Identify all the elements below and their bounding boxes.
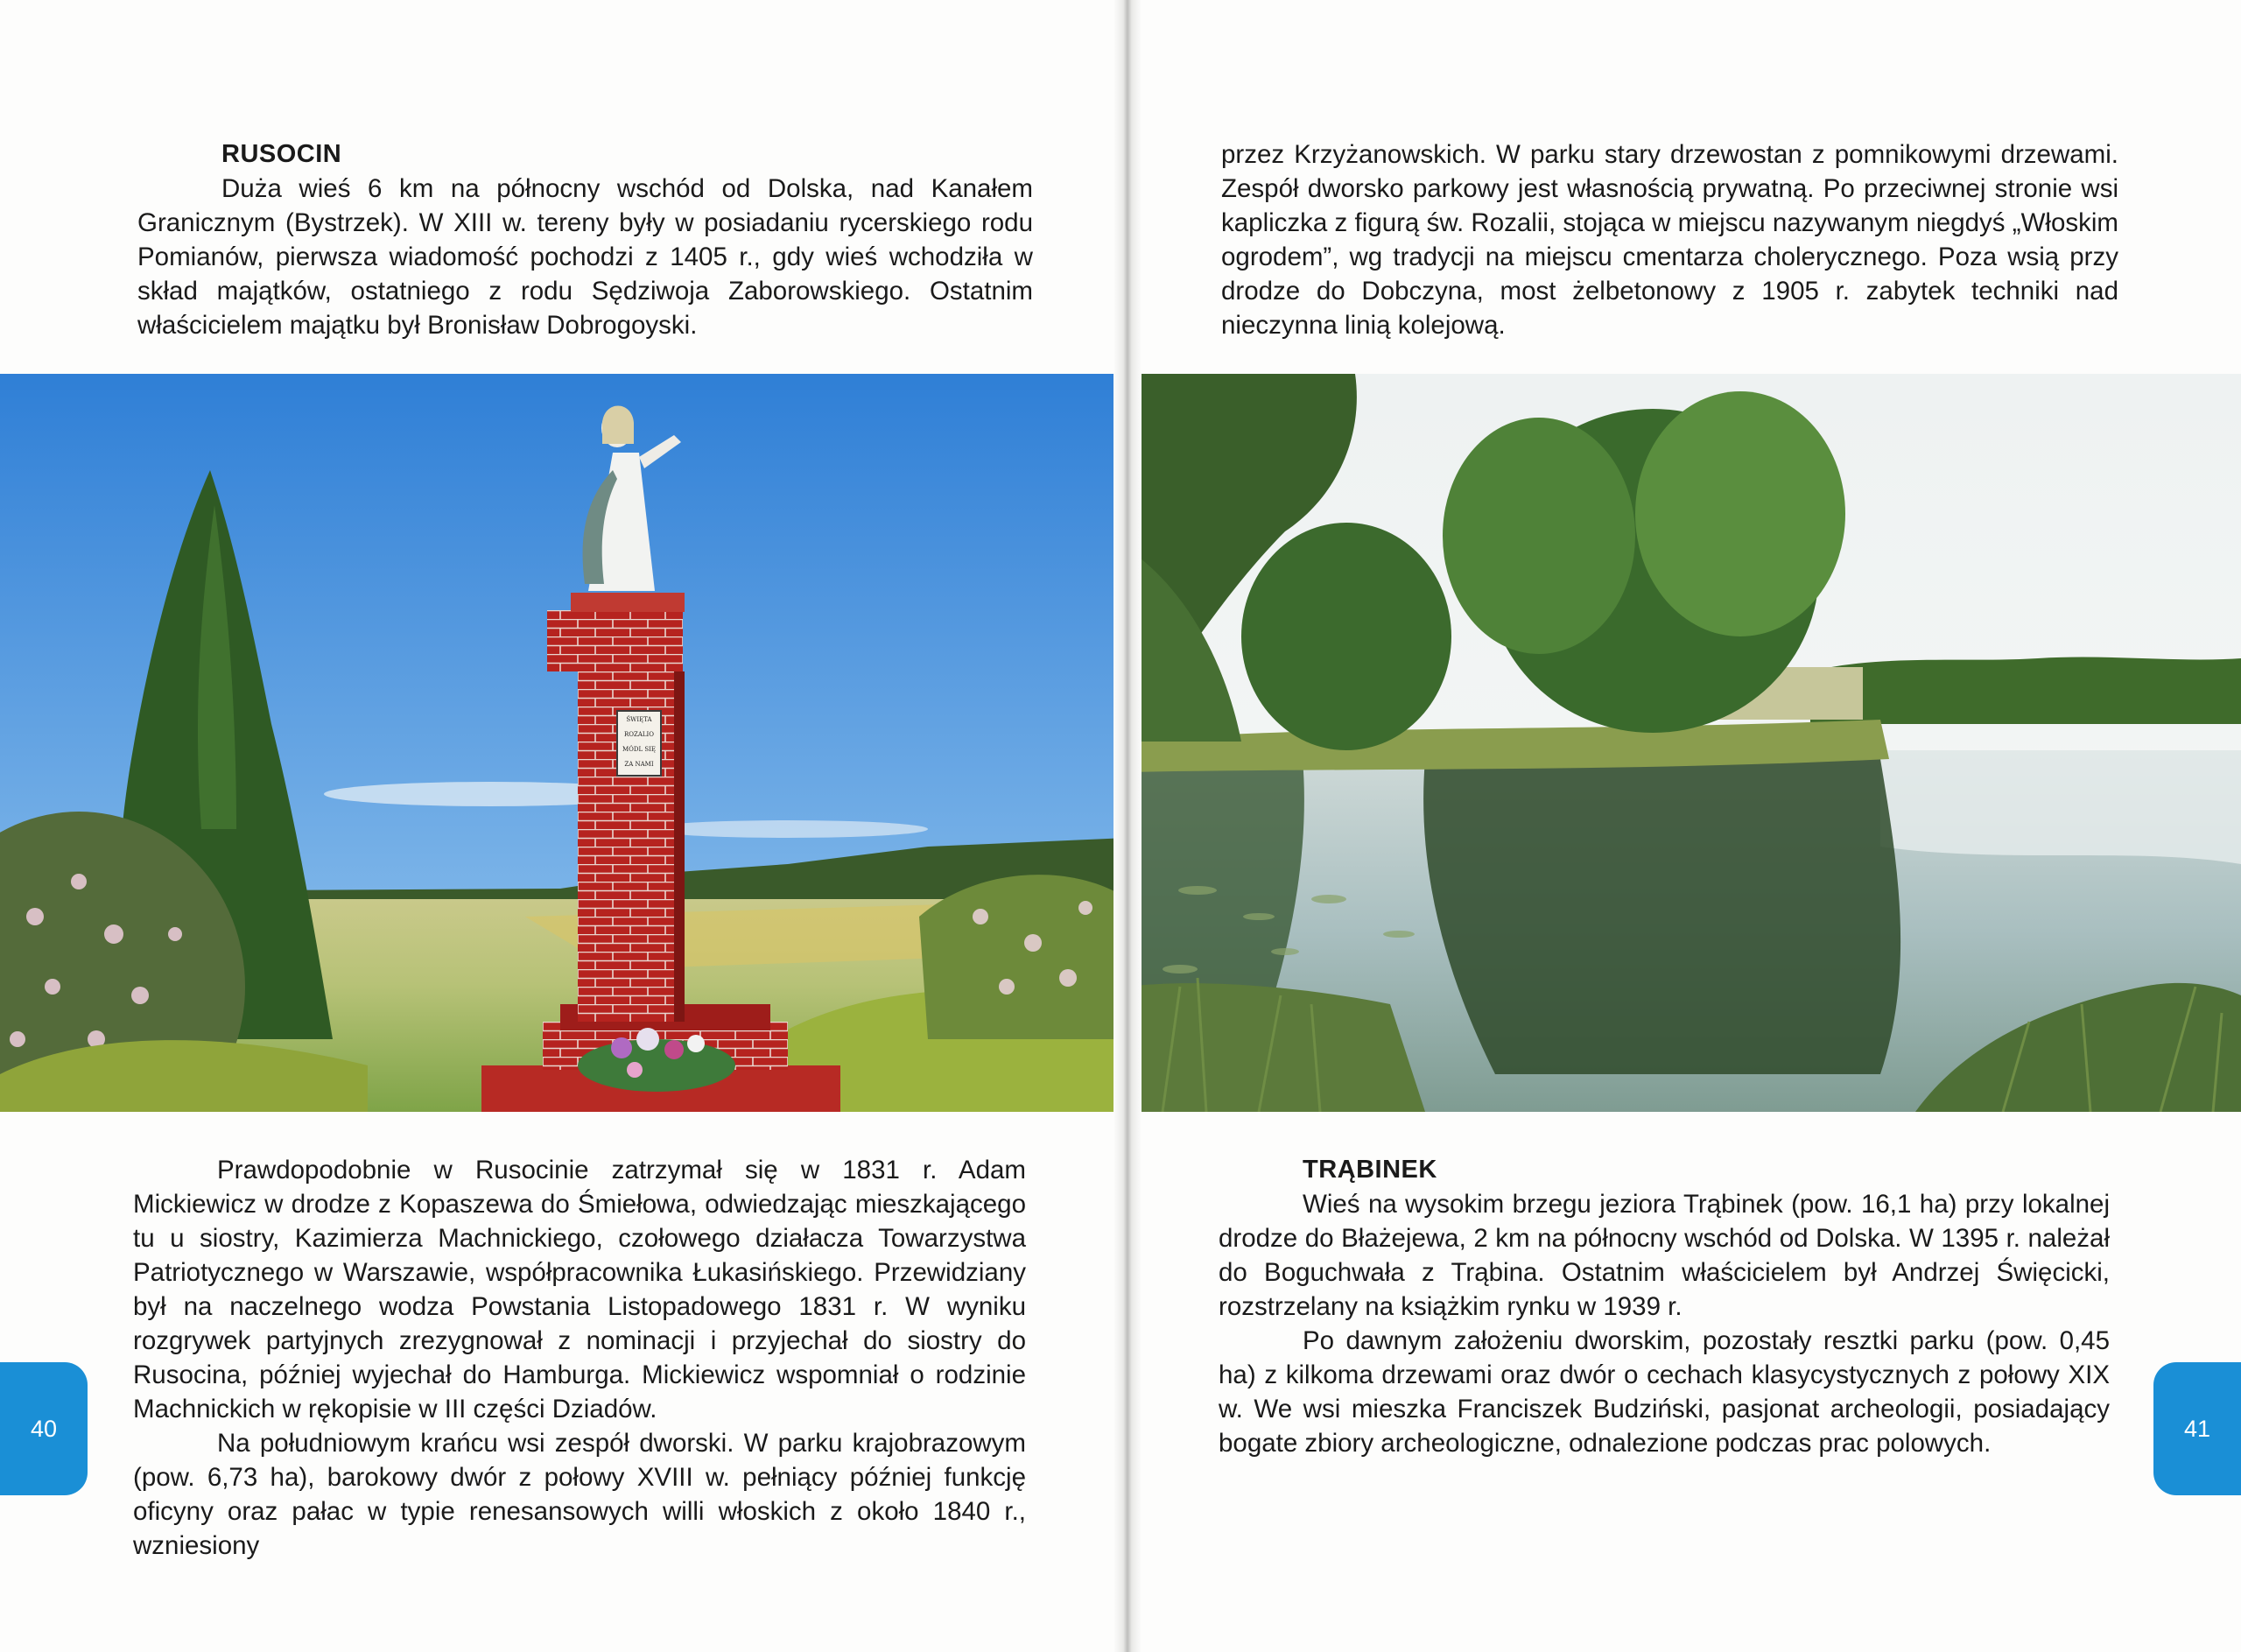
rusocin-intro-paragraph: Duża wieś 6 km na północny wschód od Dolska, nad Kanałem Granicznym (Bystrzek). W XIII w. tereny były w posiadaniu rycerskiego rodu Pomianów, pierwsza wiadomość pochodzi z 1405 r., gdy wieś wchodziła w skład majątków, ostatniego z rodu Sędziwoja Zaborowskiego. Ostatnim właścicielem majątku był Bronisław Dobrogoyski. xyxy=(137,174,1033,340)
rusocin-paragraph-mickiewicz: Prawdopodobnie w Rusocinie zatrzymał się w 1831 r. Adam Mickiewicz w drodze z Kopaszewa do Śmiełowa, odwiedzając mieszkającego tu u siostry, Kazimierza Machnickiego, czołowego działacza Towarzystwa Patriotycznego w Warszawie, współpracownika Łukasińskiego. Przewidziany był na naczelnego wodza Powstania Listopadowego 1831 r. W wyniku rozgrywek partyjnych zrezygnował z nominacji i przyjechał do siostry do Rusocina, później wyjechał do Hamburga. Mickiewicz wspomniał o rodzinie Machnickich w rękopisie w III części Dziadów. xyxy=(133,1156,1026,1424)
trabinek-paragraph-park: Po dawnym założeniu dworskim, pozostały resztki parku (pow. 0,45 ha) z kilkoma drzewami oraz dwór o cechach klasycystycznych z połowy XIX w. We wsi mieszka Franciszek Budziński, pasjonat archeologii, posiadający bogate zbiory archeologiczne, odnalezione podczas prac polowych. xyxy=(1219,1326,2110,1458)
rusocin-paragraph-manor: Na południowym krańcu wsi zespół dworski. W parku krajobrazowym (pow. 6,73 ha), barokowy dwór z połowy XVIII w. pełniący później funkcję oficyny oraz pałac w typie renesansowych willi włoskich z około 1840 r., wzniesiony xyxy=(133,1429,1026,1560)
plaque-line-2: ROZALIO xyxy=(623,731,655,738)
book-gutter xyxy=(1113,0,1142,1652)
heading-trabinek: TRĄBINEK xyxy=(1303,1156,1437,1184)
page-number-40: 40 xyxy=(0,1362,88,1495)
plaque-line-1: ŚWIĘTA xyxy=(626,716,652,723)
plaque-inscription xyxy=(617,713,661,772)
right-page xyxy=(1128,0,2241,1652)
heading-rusocin: RUSOCIN xyxy=(221,140,342,168)
trabinek-paragraph-location: Wieś na wysokim brzegu jeziora Trąbinek (pow. 16,1 ha) przy lokalnej drodze do Błażejewa, 2 km na północny wschód od Dolska. W 1395 r. należał do Boguchwała z Trąbina. Ostatnim właścicielem był Andrzej Święcicki, rozstrzelany na książkim rynku w 1939 r. xyxy=(1219,1190,2110,1321)
photo-rusocin-statue xyxy=(0,374,1128,1112)
rusocin-continuation-paragraph: przez Krzyżanowskich. W parku stary drzewostan z pomnikowymi drzewami. Zespół dworsko parkowy jest własnością prywatną. Po przeciwnej stronie wsi kapliczka z figurą św. Rozalii, stojąca w miejscu nazywanym niegdyś „Włoskim ogrodem”, wg tradycji na miejscu cmentarza cholerycznego. Poza wsią przy drodze do Dobczyna, most żelbetonowy z 1905 r. zabytek techniki nad nieczynna linią kolejową. xyxy=(1221,140,2118,340)
rusocin-continuation-block xyxy=(1221,137,2118,342)
plaque-line-3: MÓDL SIĘ xyxy=(622,746,657,753)
rusocin-history-block xyxy=(133,1153,1026,1563)
trabinek-block xyxy=(1219,1153,2110,1460)
plaque-line-4: ZA NAMI xyxy=(624,761,654,768)
rusocin-intro-block xyxy=(137,137,1033,342)
page-number-41: 41 xyxy=(2153,1362,2241,1495)
photo-trabinek-lake xyxy=(1128,374,2241,1112)
